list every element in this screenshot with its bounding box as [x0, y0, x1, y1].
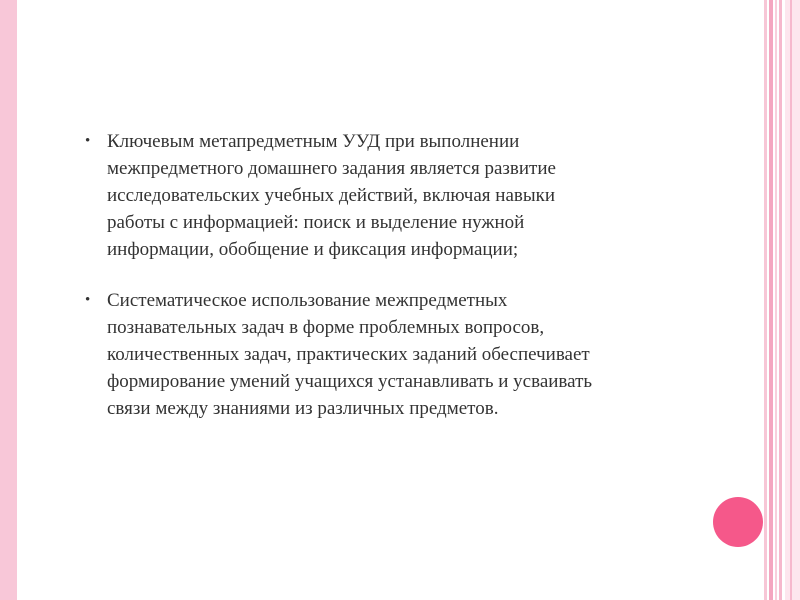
text-line: Ключевым метапредметным УУД при выполнении — [107, 131, 520, 152]
text-line: количественных задач, практических заданий обеспечивает — [107, 344, 590, 365]
right-stripes-decoration — [760, 0, 800, 600]
bullet-icon: • — [85, 133, 91, 149]
left-border-decoration — [0, 0, 17, 600]
bullet-item-2 — [85, 287, 715, 422]
bullet-text — [107, 287, 715, 422]
slide-content — [85, 128, 715, 422]
stripe — [764, 0, 767, 600]
stripe — [779, 0, 782, 600]
text-line: формирование умений учащихся устанавливать и усваивать — [107, 371, 593, 392]
text-line: Систематическое использование межпредметных — [107, 290, 508, 311]
bullet-item-1 — [85, 128, 715, 263]
stripe — [785, 0, 800, 600]
text-line: исследовательских учебных действий, включая навыки — [107, 185, 556, 206]
stripe — [769, 0, 773, 600]
stripe — [775, 0, 777, 600]
bullet-icon: • — [85, 292, 91, 308]
text-line: связи между знаниями из различных предметов. — [107, 398, 499, 419]
text-line: работы с информацией: поиск и выделение нужной — [107, 212, 525, 233]
text-line: познавательных задач в форме проблемных вопросов, — [107, 317, 545, 338]
bullet-text — [107, 128, 715, 263]
text-line: информации, обобщение и фиксация информации; — [107, 239, 519, 260]
text-line: межпредметного домашнего задания является развитие — [107, 158, 556, 179]
stripe — [790, 0, 792, 600]
pink-circle-decoration — [713, 497, 763, 547]
